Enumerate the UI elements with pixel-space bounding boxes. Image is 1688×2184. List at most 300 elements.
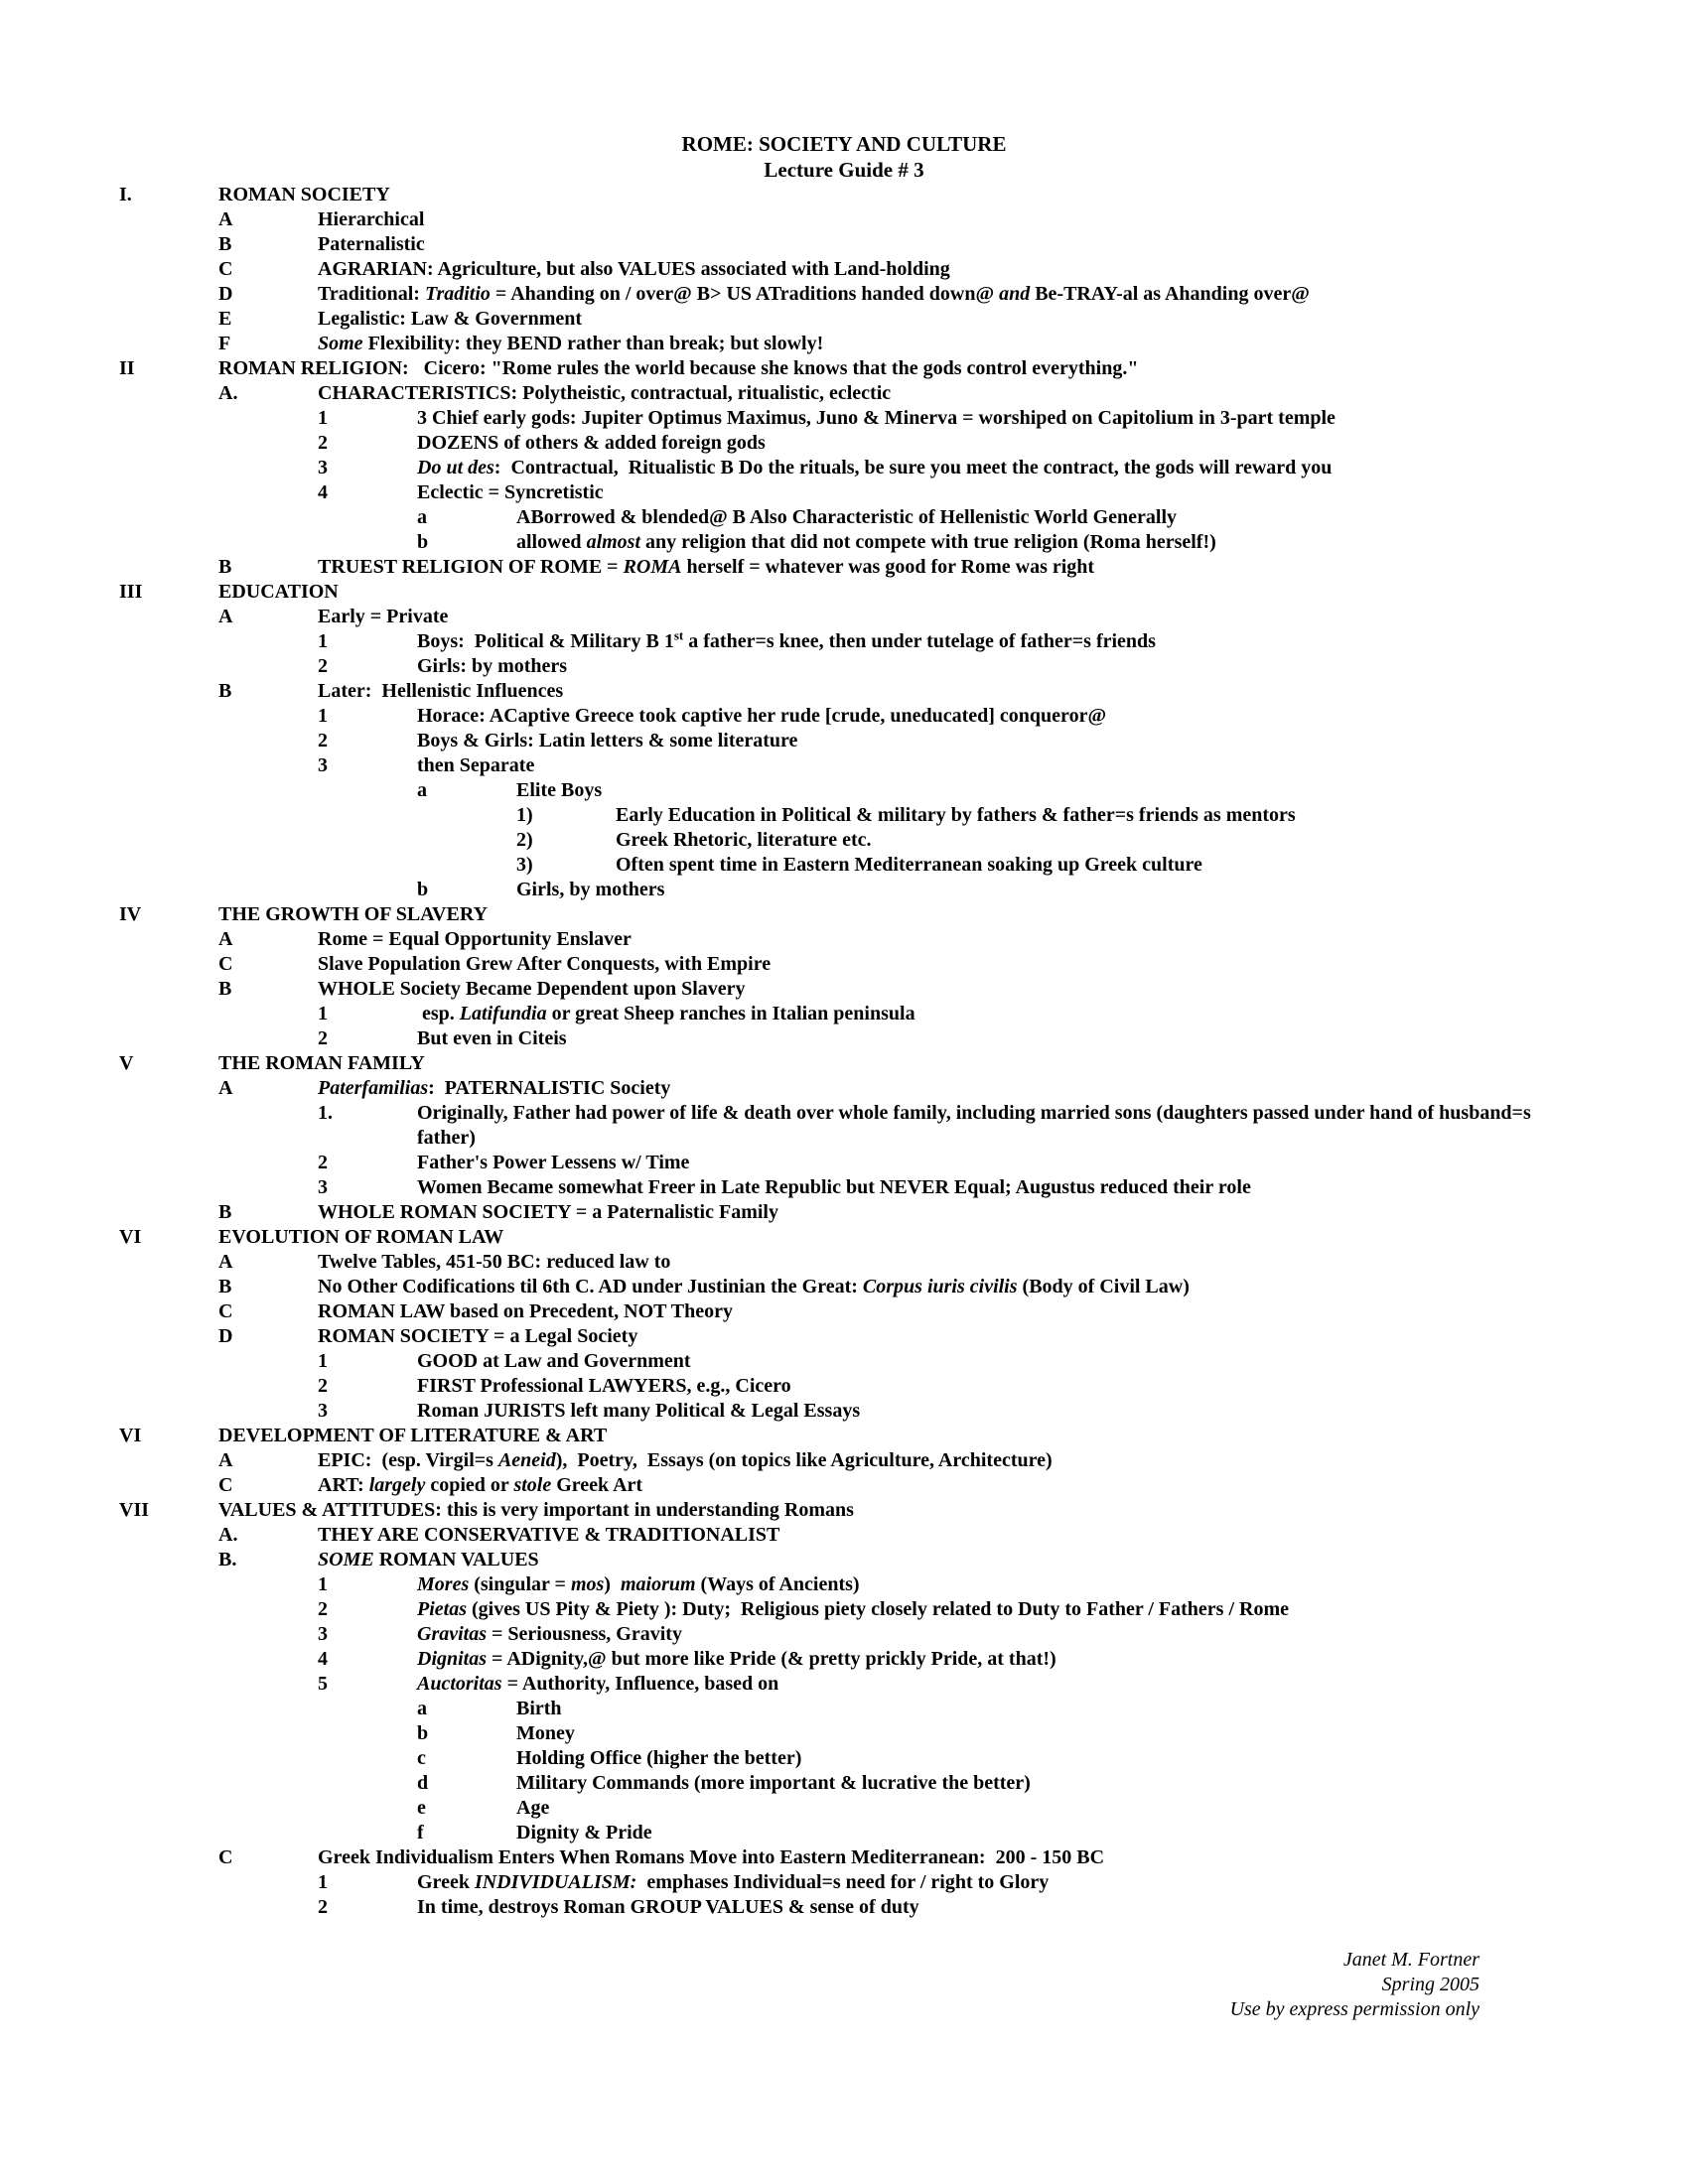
text-segment: Birth xyxy=(516,1698,562,1719)
outline-marker: f xyxy=(417,1822,424,1843)
outline-marker: b xyxy=(417,879,429,900)
outline-text xyxy=(417,654,1589,679)
text-segment: DEVELOPMENT OF LITERATURE & ART xyxy=(218,1425,608,1446)
text-segment: FIRST Professional LAWYERS, e.g., Cicero xyxy=(417,1375,791,1397)
outline-marker: E xyxy=(218,308,232,330)
outline-text xyxy=(417,729,1589,753)
outline-text xyxy=(318,977,1589,1002)
text-segment: Aeneid xyxy=(497,1449,556,1471)
text-segment: Father's Power Lessens w/ Time xyxy=(417,1152,690,1173)
text-segment: ), Poetry, Essays (on topics like Agriculture, Architecture) xyxy=(555,1449,1053,1471)
text-segment: : PATERNALISTIC Society xyxy=(428,1077,671,1099)
outline-marker: 1) xyxy=(516,804,533,826)
outline-row xyxy=(0,505,1589,530)
outline-text xyxy=(318,1250,1589,1275)
outline-marker: VII xyxy=(119,1499,150,1521)
outline-row xyxy=(0,1349,1589,1374)
text-segment: 3 Chief early gods: Jupiter Optimus Maximus, Juno & Minerva = worshiped on Capitolium in 3-part temple xyxy=(417,407,1336,429)
outline-row xyxy=(0,1250,1589,1275)
outline-row xyxy=(0,332,1589,356)
outline xyxy=(0,183,1688,1920)
outline-text xyxy=(417,1101,1589,1151)
outline-row xyxy=(0,1845,1589,1870)
outline-text xyxy=(417,1175,1589,1200)
outline-text xyxy=(218,356,1589,381)
outline-row xyxy=(0,927,1589,952)
outline-row xyxy=(0,1200,1589,1225)
outline-marker: d xyxy=(417,1772,429,1794)
text-segment: Latifundia xyxy=(459,1003,547,1024)
outline-row xyxy=(0,456,1589,480)
text-segment: Dignitas xyxy=(417,1648,488,1670)
outline-text xyxy=(318,1548,1589,1572)
outline-marker: 3) xyxy=(516,854,533,876)
outline-marker: 3 xyxy=(318,1176,328,1198)
outline-text xyxy=(318,381,1589,406)
text-segment: Flexibility: they BEND rather than break; but slowly! xyxy=(362,333,824,354)
outline-text xyxy=(417,406,1589,431)
text-segment: emphases Individual=s need for / right to Glory xyxy=(636,1871,1050,1893)
outline-row xyxy=(0,679,1589,704)
outline-marker: 3 xyxy=(318,1623,328,1645)
text-segment: INDIVIDUALISM: xyxy=(474,1871,637,1893)
outline-text xyxy=(417,431,1589,456)
text-segment: = Seriousness, Gravity xyxy=(487,1623,682,1645)
text-segment: ROMA xyxy=(623,556,682,578)
outline-text xyxy=(218,580,1589,605)
outline-text xyxy=(218,1051,1589,1076)
outline-row xyxy=(0,1399,1589,1424)
outline-text xyxy=(417,629,1589,654)
outline-marker: II xyxy=(119,357,135,379)
text-segment: Mores xyxy=(417,1573,470,1595)
outline-row xyxy=(0,1076,1589,1101)
outline-text xyxy=(318,555,1589,580)
outline-text xyxy=(516,1821,1589,1845)
text-segment: Roman JURISTS left many Political & Legal Essays xyxy=(417,1400,861,1422)
outline-marker: A xyxy=(218,606,233,627)
outline-marker: 3 xyxy=(318,457,328,478)
outline-marker: 1 xyxy=(318,407,328,429)
outline-text xyxy=(417,1151,1589,1175)
text-segment: ROMAN RELIGION: Cicero: "Rome rules the world because she knows that the gods control everything." xyxy=(218,357,1139,379)
outline-marker: 2 xyxy=(318,1152,328,1173)
outline-marker: 2 xyxy=(318,1896,328,1918)
outline-row xyxy=(0,1324,1589,1349)
outline-text xyxy=(417,1399,1589,1424)
text-segment: Holding Office (higher the better) xyxy=(516,1747,802,1769)
outline-marker: A xyxy=(218,1077,233,1099)
text-segment: allowed xyxy=(516,531,587,553)
text-segment: AGRARIAN: Agriculture, but also VALUES associated with Land-holding xyxy=(318,258,950,280)
text-segment: Auctoritas xyxy=(417,1673,502,1695)
outline-marker: V xyxy=(119,1052,134,1074)
outline-marker: B xyxy=(218,1276,232,1297)
outline-row xyxy=(0,580,1589,605)
outline-row xyxy=(0,803,1589,828)
outline-marker: A xyxy=(218,1251,233,1273)
text-segment: Traditio xyxy=(424,283,491,305)
outline-text xyxy=(318,332,1589,356)
outline-text xyxy=(318,927,1589,952)
text-segment: = Ahanding on / over@ B> US ATraditions handed down@ xyxy=(490,283,1000,305)
outline-row xyxy=(0,1672,1589,1697)
outline-text xyxy=(616,828,1589,853)
outline-text xyxy=(417,1572,1589,1597)
text-segment: Pietas xyxy=(417,1598,467,1620)
outline-row xyxy=(0,183,1589,207)
outline-row xyxy=(0,853,1589,878)
outline-text xyxy=(218,183,1589,207)
outline-text xyxy=(417,1895,1589,1920)
outline-row xyxy=(0,1622,1589,1647)
outline-row xyxy=(0,207,1589,232)
outline-row xyxy=(0,1051,1589,1076)
outline-marker: 3 xyxy=(318,1400,328,1422)
outline-text xyxy=(417,1026,1589,1051)
outline-text xyxy=(516,1721,1589,1746)
text-segment: st xyxy=(673,627,684,643)
text-segment: ROMAN SOCIETY = a Legal Society xyxy=(318,1325,638,1347)
outline-row xyxy=(0,1299,1589,1324)
text-segment: THE ROMAN FAMILY xyxy=(218,1052,425,1074)
outline-text xyxy=(218,1424,1589,1448)
outline-row xyxy=(0,1101,1589,1151)
outline-marker: a xyxy=(417,1698,427,1719)
outline-marker: B. xyxy=(218,1549,237,1570)
outline-marker: C xyxy=(218,258,233,280)
text-segment: Early Education in Political & military by fathers & father=s friends as mentors xyxy=(616,804,1296,826)
text-segment: maiorum xyxy=(620,1573,696,1595)
text-segment: Elite Boys xyxy=(516,779,603,801)
outline-row xyxy=(0,1771,1589,1796)
outline-text xyxy=(417,456,1589,480)
outline-row xyxy=(0,1821,1589,1845)
outline-text xyxy=(516,1746,1589,1771)
outline-text xyxy=(318,1845,1589,1870)
outline-row xyxy=(0,530,1589,555)
outline-row xyxy=(0,381,1589,406)
outline-text xyxy=(516,530,1589,555)
text-segment: TRUEST RELIGION OF ROME = xyxy=(318,556,624,578)
footer-author: Janet M. Fortner xyxy=(1342,1949,1479,1971)
outline-text xyxy=(417,753,1589,778)
outline-row xyxy=(0,282,1589,307)
text-segment: EDUCATION xyxy=(218,581,339,603)
outline-text xyxy=(318,257,1589,282)
outline-row xyxy=(0,902,1589,927)
text-segment: Dignity & Pride xyxy=(516,1822,652,1843)
outline-row xyxy=(0,977,1589,1002)
text-segment: or great Sheep ranches in Italian peninsula xyxy=(546,1003,915,1024)
outline-row xyxy=(0,654,1589,679)
text-segment: : Contractual, Ritualistic B Do the rituals, be sure you meet the contract, the gods will reward you xyxy=(493,457,1333,478)
outline-row xyxy=(0,753,1589,778)
text-segment: Greek Individualism Enters When Romans Move into Eastern Mediterranean: 200 - 150 BC xyxy=(318,1846,1105,1868)
text-segment: Greek Art xyxy=(551,1474,643,1496)
text-segment: Traditional: xyxy=(318,283,425,305)
outline-row xyxy=(0,1424,1589,1448)
outline-row xyxy=(0,828,1589,853)
outline-text xyxy=(417,1622,1589,1647)
outline-row xyxy=(0,1275,1589,1299)
text-segment: Paternalistic xyxy=(318,233,425,255)
text-segment: Early = Private xyxy=(318,606,449,627)
text-segment: almost xyxy=(586,531,641,553)
outline-marker: b xyxy=(417,531,429,553)
outline-text xyxy=(318,232,1589,257)
outline-row xyxy=(0,1175,1589,1200)
outline-marker: D xyxy=(218,283,233,305)
outline-text xyxy=(417,1672,1589,1697)
outline-marker: A xyxy=(218,1449,233,1471)
footer-term: Spring 2005 xyxy=(1381,1974,1479,1995)
outline-marker: 1 xyxy=(318,1350,328,1372)
outline-marker: I. xyxy=(119,184,132,205)
outline-marker: III xyxy=(119,581,143,603)
text-segment: (Ways of Ancients) xyxy=(695,1573,860,1595)
outline-text xyxy=(417,1374,1589,1399)
outline-row xyxy=(0,1225,1589,1250)
text-segment: No Other Codifications til 6th C. AD under Justinian the Great: xyxy=(318,1276,863,1297)
outline-marker: B xyxy=(218,556,232,578)
document-title: ROME: SOCIETY AND CULTURE xyxy=(681,132,1007,156)
outline-text xyxy=(318,1473,1589,1498)
outline-marker: C xyxy=(218,1846,233,1868)
text-segment: = ADignity,@ but more like Pride (& pretty prickly Pride, at that!) xyxy=(487,1648,1056,1670)
text-segment: Slave Population Grew After Conquests, with Empire xyxy=(318,953,772,975)
outline-marker: 2 xyxy=(318,432,328,454)
outline-text xyxy=(516,1771,1589,1796)
outline-row xyxy=(0,1597,1589,1622)
text-segment: Boys & Girls: Latin letters & some literature xyxy=(417,730,798,751)
text-segment: (gives US Pity & Piety ): Duty; Religious piety closely related to Duty to Father / Fathers / Rome xyxy=(467,1598,1289,1620)
outline-row xyxy=(0,1498,1589,1523)
outline-marker: a xyxy=(417,779,427,801)
outline-row xyxy=(0,1895,1589,1920)
text-segment: EVOLUTION OF ROMAN LAW xyxy=(218,1226,504,1248)
outline-marker: b xyxy=(417,1722,429,1744)
text-segment: Often spent time in Eastern Mediterranean soaking up Greek culture xyxy=(616,854,1202,876)
outline-text xyxy=(417,1349,1589,1374)
outline-row xyxy=(0,1523,1589,1548)
text-segment: ) xyxy=(604,1573,621,1595)
text-segment: Age xyxy=(516,1797,550,1819)
text-segment: VALUES & ATTITUDES: this is very important in understanding Romans xyxy=(218,1499,854,1521)
text-segment: then Separate xyxy=(417,754,535,776)
footer xyxy=(1230,1948,1479,2022)
outline-row xyxy=(0,952,1589,977)
outline-row xyxy=(0,1647,1589,1672)
text-segment: ABorrowed & blended@ B Also Characteristic of Hellenistic World Generally xyxy=(516,506,1178,528)
text-segment: In time, destroys Roman GROUP VALUES & sense of duty xyxy=(417,1896,919,1918)
outline-marker: 2 xyxy=(318,1375,328,1397)
outline-text xyxy=(318,679,1589,704)
outline-row xyxy=(0,1870,1589,1895)
outline-marker: 1. xyxy=(318,1102,333,1124)
text-segment: Military Commands (more important & lucrative the better) xyxy=(516,1772,1031,1794)
outline-marker: B xyxy=(218,680,232,702)
outline-text xyxy=(417,1870,1589,1895)
outline-row xyxy=(0,257,1589,282)
text-segment: Greek Rhetoric, literature etc. xyxy=(616,829,872,851)
outline-marker: 1 xyxy=(318,630,328,652)
text-segment: Originally, Father had power of life & death over whole family, including married sons (daughters passed under hand of husband=s father) xyxy=(417,1102,1536,1149)
text-segment: Paterfamilias xyxy=(318,1077,429,1099)
text-segment: mos xyxy=(570,1573,605,1595)
text-segment: Girls, by mothers xyxy=(516,879,665,900)
outline-text xyxy=(318,1275,1589,1299)
text-segment: Hierarchical xyxy=(318,208,425,230)
outline-text xyxy=(417,1647,1589,1672)
outline-row xyxy=(0,704,1589,729)
outline-text xyxy=(516,1697,1589,1721)
outline-row xyxy=(0,1697,1589,1721)
text-segment: Rome = Equal Opportunity Enslaver xyxy=(318,928,632,950)
text-segment: THE GROWTH OF SLAVERY xyxy=(218,903,489,925)
outline-marker: a xyxy=(417,506,427,528)
text-segment: herself = whatever was good for Rome was right xyxy=(681,556,1095,578)
outline-marker: B xyxy=(218,978,232,1000)
text-segment: Boys: Political & Military B 1 xyxy=(417,630,674,652)
outline-text xyxy=(417,704,1589,729)
outline-row xyxy=(0,778,1589,803)
outline-marker: A xyxy=(218,208,233,230)
outline-row xyxy=(0,878,1589,902)
outline-row xyxy=(0,1151,1589,1175)
outline-marker: C xyxy=(218,1474,233,1496)
text-segment: Be-TRAY-al as Ahanding over@ xyxy=(1030,283,1310,305)
outline-row xyxy=(0,729,1589,753)
outline-marker: 2 xyxy=(318,655,328,677)
text-segment: esp. xyxy=(417,1003,460,1024)
text-segment: Corpus iuris civilis xyxy=(862,1276,1018,1297)
text-segment: any religion that did not compete with true religion (Roma herself!) xyxy=(640,531,1216,553)
outline-row xyxy=(0,1548,1589,1572)
outline-marker: C xyxy=(218,1300,233,1322)
text-segment: CHARACTERISTICS: Polytheistic, contractual, ritualistic, eclectic xyxy=(318,382,892,404)
text-segment: GOOD at Law and Government xyxy=(417,1350,691,1372)
outline-text xyxy=(318,1448,1589,1473)
outline-text xyxy=(318,1200,1589,1225)
text-segment: Twelve Tables, 451-50 BC: reduced law to xyxy=(318,1251,671,1273)
outline-text xyxy=(318,952,1589,977)
outline-marker: 2 xyxy=(318,1598,328,1620)
outline-marker: C xyxy=(218,953,233,975)
text-segment: ROMAN SOCIETY xyxy=(218,184,390,205)
text-segment: THEY ARE CONSERVATIVE & TRADITIONALIST xyxy=(318,1524,780,1546)
outline-row xyxy=(0,431,1589,456)
outline-text xyxy=(218,1225,1589,1250)
text-segment: Girls: by mothers xyxy=(417,655,568,677)
outline-text xyxy=(417,480,1589,505)
outline-marker: B xyxy=(218,233,232,255)
text-segment: DOZENS of others & added foreign gods xyxy=(417,432,766,454)
text-segment: copied or xyxy=(425,1474,514,1496)
outline-marker: A. xyxy=(218,382,238,404)
outline-text xyxy=(318,1076,1589,1101)
text-segment: and xyxy=(999,283,1031,305)
text-segment: Money xyxy=(516,1722,575,1744)
outline-row xyxy=(0,480,1589,505)
outline-text xyxy=(218,902,1589,927)
outline-row xyxy=(0,1026,1589,1051)
outline-row xyxy=(0,555,1589,580)
outline-text xyxy=(516,1796,1589,1821)
outline-row xyxy=(0,1473,1589,1498)
text-segment: ROMAN VALUES xyxy=(373,1549,539,1570)
outline-text xyxy=(516,778,1589,803)
outline-text xyxy=(218,1498,1589,1523)
outline-row xyxy=(0,1721,1589,1746)
text-segment: Later: Hellenistic Influences xyxy=(318,680,564,702)
outline-marker: F xyxy=(218,333,231,354)
outline-marker: A xyxy=(218,928,233,950)
outline-row xyxy=(0,1746,1589,1771)
outline-marker: VI xyxy=(119,1226,142,1248)
document-subtitle: Lecture Guide # 3 xyxy=(764,158,924,182)
text-segment: Some xyxy=(318,333,363,354)
outline-marker: 1 xyxy=(318,1003,328,1024)
outline-text xyxy=(417,1002,1589,1026)
text-segment: Legalistic: Law & Government xyxy=(318,308,583,330)
outline-text xyxy=(516,505,1589,530)
outline-text xyxy=(318,1324,1589,1349)
outline-marker: B xyxy=(218,1201,232,1223)
outline-marker: 2) xyxy=(516,829,533,851)
outline-row xyxy=(0,1374,1589,1399)
outline-text xyxy=(318,307,1589,332)
outline-row xyxy=(0,406,1589,431)
text-segment: Eclectic = Syncretistic xyxy=(417,481,604,503)
text-segment: But even in Citeis xyxy=(417,1027,567,1049)
outline-row xyxy=(0,1448,1589,1473)
outline-marker: IV xyxy=(119,903,142,925)
footer-permission: Use by express permission only xyxy=(1229,1998,1479,2020)
text-segment: largely xyxy=(368,1474,426,1496)
text-segment: ROMAN LAW based on Precedent, NOT Theory xyxy=(318,1300,733,1322)
outline-row xyxy=(0,307,1589,332)
outline-marker: 2 xyxy=(318,730,328,751)
outline-row xyxy=(0,605,1589,629)
text-segment: a father=s knee, then under tutelage of father=s friends xyxy=(683,630,1156,652)
outline-marker: 1 xyxy=(318,1871,328,1893)
text-segment: WHOLE ROMAN SOCIETY = a Paternalistic Family xyxy=(318,1201,778,1223)
outline-text xyxy=(417,1597,1589,1622)
title-block xyxy=(0,0,1688,183)
text-segment: SOME xyxy=(318,1549,374,1570)
text-segment: (Body of Civil Law) xyxy=(1017,1276,1190,1297)
outline-marker: VI xyxy=(119,1425,142,1446)
outline-text xyxy=(318,605,1589,629)
outline-text xyxy=(516,878,1589,902)
text-segment: = Authority, Influence, based on xyxy=(501,1673,779,1695)
outline-text xyxy=(616,803,1589,828)
outline-row xyxy=(0,232,1589,257)
outline-marker: 4 xyxy=(318,481,328,503)
text-segment: (singular = xyxy=(469,1573,571,1595)
outline-row xyxy=(0,356,1589,381)
outline-marker: 5 xyxy=(318,1673,328,1695)
outline-marker: 2 xyxy=(318,1027,328,1049)
text-segment: ART: xyxy=(318,1474,369,1496)
outline-marker: e xyxy=(417,1797,426,1819)
outline-marker: A. xyxy=(218,1524,238,1546)
outline-text xyxy=(318,1523,1589,1548)
outline-marker: c xyxy=(417,1747,426,1769)
text-segment: WHOLE Society Became Dependent upon Slavery xyxy=(318,978,746,1000)
outline-marker: 1 xyxy=(318,1573,328,1595)
